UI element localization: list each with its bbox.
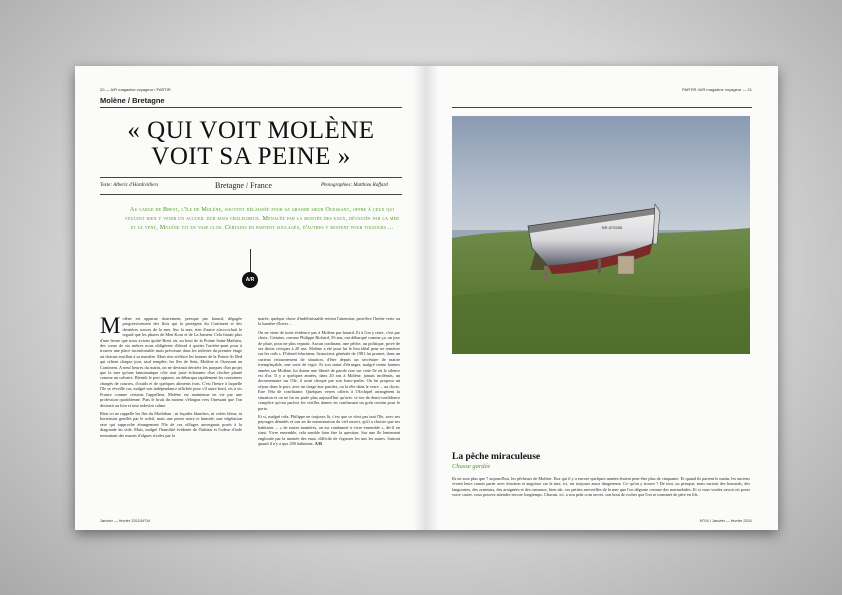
left-page (75, 66, 426, 530)
section-label: Molène / Bretagne (100, 96, 165, 105)
right-top-rule (452, 107, 752, 108)
article-lede: Au large de Brest, l'île de Molène, souvent délaissée pour sa grande sœur Ouessant, offre à ceux qui veulent bien y venir un accueil dur mais chaleureux. Menacée par la montée des eaux, dévastée par la mer et le vent, Molène vit en vase clos. Certains en partent soulagés, d'autres y restent pour toujours ... (124, 206, 400, 231)
boat-photo (452, 116, 750, 354)
svg-text:BR 872555: BR 872555 (602, 225, 623, 230)
running-head-left: 20 — A/R magazine voyageur / PARTIR (100, 87, 171, 92)
byline-place: Bretagne / France (215, 181, 272, 190)
byline-photographer: Photographies: Matthieu Raffard (321, 183, 388, 188)
paragraph: On ne vient de toute évidence pas à Molène par hasard. Et à l'on y reste, c'est par choix. Certains, comme Philippe Richard, 56 ans, ont débarqué comme ça, un jour de pluie, pour ne plus repartir. Aucun confinant, une pêche, un politique, privé de ses droits civiques à 20 ans. Molène a été pour lui le lieu idéal pour ne remettre sur les rails s. D'abord éducateur, l'astucieux générale de 1981 lui promet, dans un curieux retournement de situation, d'être depuis un secrétaire de mairie irremplaçable, une sorte de vigie. Et son statut d'étranger, malgré trente bonnes années sur Molène, lui donne une liberté de parole rare sur cette île où le silence est d'or. Il y a quelques années, dans 20 ans à Molène, jamais molénais, un documentaire sur l'île, il avait choqué par son franc-parler. On lui proposa un séjour dans le port, avec un tirage aux paroles, ou la tête dans le verre ... au choix. Etre l'élu de conchiante. Quelques verres offerts à l'Archipel arrangèrent la situation et on ne lui en parle plus aujourd'hui qu'avec ce ton de demi-confidence complice qu'ont parfois les vieilles dames en confirmant un goût certain pour le porto. (258, 329, 400, 411)
magazine-spread (75, 66, 778, 530)
paragraph (258, 414, 400, 446)
caption-title: La pêche miraculeuse (452, 452, 541, 462)
footer-right: N°04 / Janvier — février 2011 (699, 518, 752, 523)
ar-logo: A/R (242, 272, 258, 288)
paragraph: marée, quelque chose d'indéfinissable retient l'attention, peut-être l'herbe verte ou la lumière d'hiver ... (258, 316, 400, 327)
paragraph-text: olène est apparue doucement, presque par hasard, dégagée progressivement des flots qui la protègent du Continent et des dernières ronces de la mer. Sur la mer, rien d'autre n'accrochait le regard que les phares de Men Korn et de La Jument. Cela faisait plus d'une heure que nous avions quitté Brest où, au bout de la Pointe Saint-Mathieu, des creux de six mètres nous obligèrent d'abord à quitter l'arrière-pont pour à trouver une place inconfortable mais précieuse dans les toilettes du premier étage où chacun rouillait à sa manière. Mais rien n'efface les bonnes de la Pointe Ar Bed qui relient chaque jour, sauf tempête, les îles de Sein, Molène et Ouessant au Continent. A neuf heures du matin, on ne devinait derrière les parques d'un projet que la mer qu'une fantomatique côte tout juste éclairante d'un clocher planté comme un calvaire. Bientôt le port apparut, on débarqua rapidement les containers chargés de courses, d'outils et de quelques aliments frais. C'est l'heure à laquelle l'île se réveille car, malgré son indépendance affichée pour s'il autre bord, vis à vis France comme certains l'appellent, Molène est maintenue en vie par une profession quotidienne. Puis le bruit du moteur s'éloigna vers Ouessant que l'on devinait au loin et tout redevint calme. (100, 316, 242, 408)
logo-stem (250, 249, 251, 273)
column-2 (258, 316, 400, 449)
running-head-right: PARTIR /A/R magazine voyageur — 21 (682, 87, 752, 92)
title-line-1: « QUI VOIT MOLÈNE (127, 117, 375, 144)
column-1 (100, 313, 242, 441)
byline-rule-bottom (100, 194, 402, 195)
caption-subtitle: Chasse gardée (452, 463, 491, 470)
caption-text: Ils ne sont plus que 7 aujourd'hui, les pêcheurs de Molène. Eux qui il y a encore quelques années étaient peut-être plus de cinquante. Et quand ils partent le matin, les anciens vivent leurs canots partir avec émotion et angoisse car la mer, ici, est toujours aussi dangereuse. Ce qu'on y trouve ? De tout, ou presque, mais surtout des homards, des langoustes, des ormeaux, des araignées et des ormeaux, bien sûr, ces petites merveilles de la mer que l'on dégoute comme des marmelades. Et si vous voulez savoir où poser votre casier, vous pouvez attendre encore longtemps. Chacun, ici, a son petit coin secret, son bout de rocher que l'on se transmet de père en fils. (452, 476, 751, 498)
article-title (100, 118, 402, 170)
top-rule (100, 107, 402, 108)
byline-author: Texte: Alberic d'Hardivilliers (100, 183, 159, 188)
end-mark: A/R (314, 440, 323, 446)
right-page (426, 66, 778, 530)
drop-cap: M (100, 313, 121, 338)
title-line-2: VOIT SA PEINE » (151, 143, 351, 170)
byline-rule-top (100, 177, 402, 178)
paragraph: Rien ici ne rappelle les îles du Morbihan : ni façades blanches, ni volets bleus, ni hortensias gonflés par le soleil, mais une pierre noire et humide, une végétation rase qui rapproche étrangement l'île de ces villages auvergnats posés à la diagonale du vide. Mais, malgré l'humilité évidente de l'habitat et l'odeur d'iode remontant des marais d'algues rivales par la (100, 410, 242, 438)
paragraph-text: Et si, malgré cela, Philippe ne toujours là, c'est que ce n'est pas tant l'île, avec ses paysages dénudés et son air de menstruation du ciel ouvert, qu'il a choisie que ses habitants ... « de toutes manières, on est condamné à vivre ensemble », dit-il en riant. Vivre ensemble, cela semble bien être la question. Sur une île lentement engloutie par la montée des eaux, difficile de s'ignorer les uns les autres. Surtout quand il n'y a que 200 habitants. (258, 413, 400, 446)
paragraph (100, 313, 242, 408)
footer-left: Janvier — février 2011/N°04 (100, 518, 150, 523)
